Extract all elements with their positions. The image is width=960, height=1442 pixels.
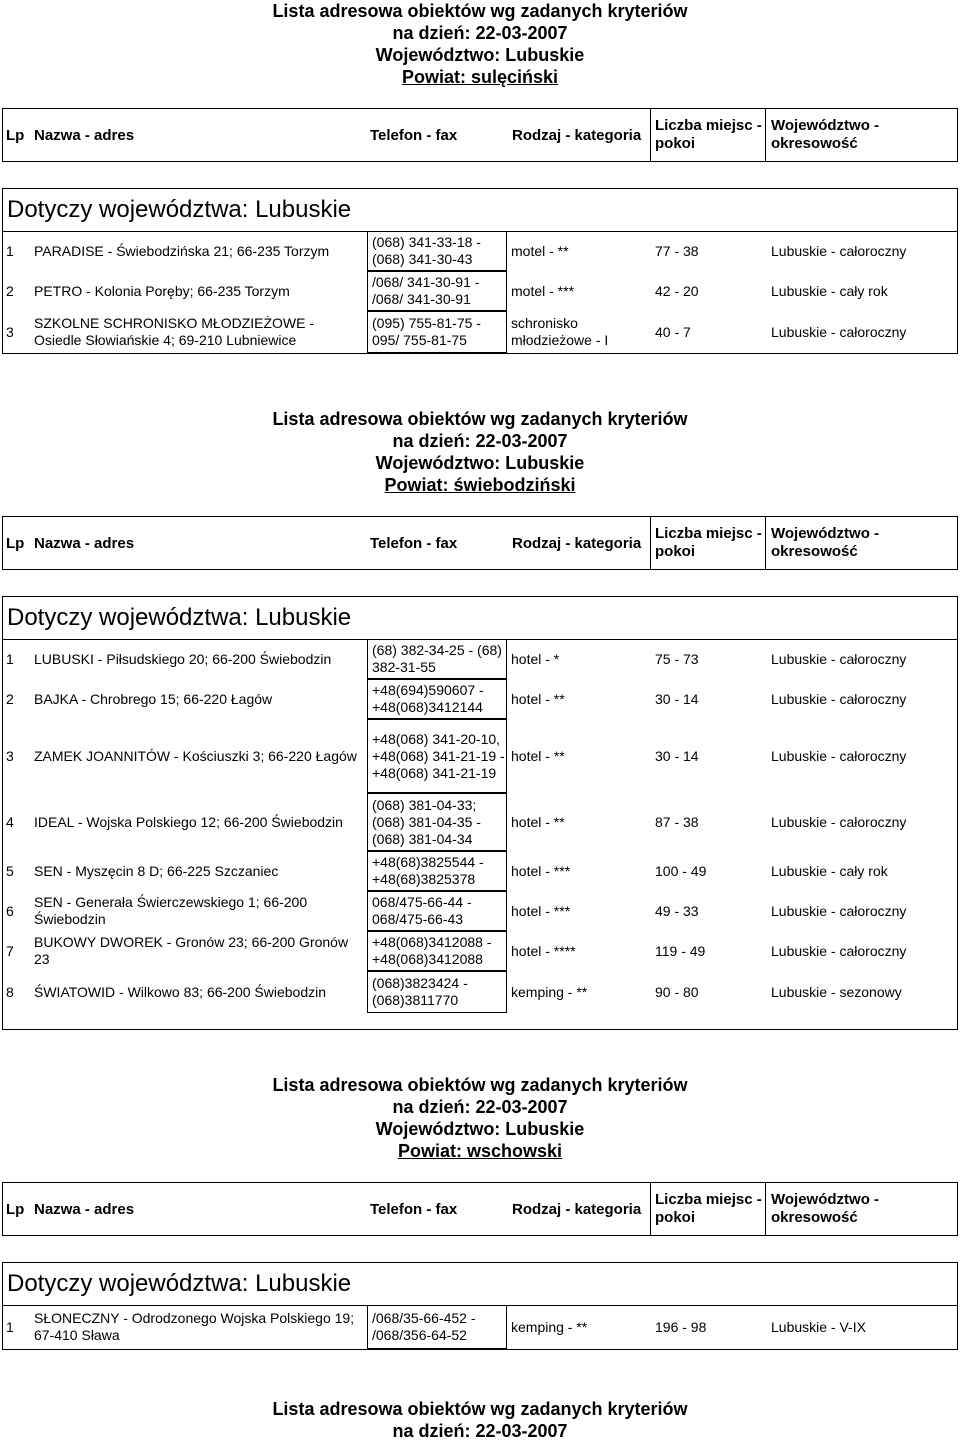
table-row	[3, 971, 957, 1013]
col-liczba-line1: Liczba miejsc -	[655, 1191, 762, 1208]
col-liczba-line2: pokoi	[655, 1209, 695, 1226]
col-woj-line2: okresowość	[771, 1209, 858, 1226]
report-date: na dzień: 22-03-2007	[392, 1421, 568, 1441]
col-rodz: Rodzaj - kategoria	[512, 534, 642, 552]
divider	[650, 109, 651, 161]
row-liczba: 90 - 80	[655, 983, 699, 1000]
report-title-block	[0, 0, 960, 88]
col-lp: Lp	[6, 126, 25, 144]
col-woj-line2: okresowość	[771, 543, 858, 560]
row-rodz: hotel - ***	[511, 862, 571, 879]
row-liczba: 30 - 14	[655, 690, 699, 707]
row-tel: +48(068)3412088 - +48(068)3412088	[367, 931, 507, 971]
row-rodz: hotel - ***	[511, 902, 571, 919]
row-woj: Lubuskie - całoroczny	[771, 942, 907, 959]
table-header	[2, 1182, 958, 1236]
report-title: Lista adresowa obiektów wg zadanych kryteriów	[272, 409, 688, 429]
table-row	[3, 231, 957, 271]
row-liczba: 196 - 98	[655, 1318, 707, 1335]
table-row	[3, 271, 957, 311]
row-woj: Lubuskie - całoroczny	[771, 902, 907, 919]
group-block	[2, 596, 958, 1030]
table-row	[3, 719, 957, 793]
col-liczba	[655, 1183, 762, 1235]
col-liczba-line1: Liczba miejsc -	[655, 117, 762, 134]
row-rodz: hotel - **	[511, 813, 565, 830]
report-voivodeship: Województwo: Lubuskie	[375, 453, 585, 473]
row-name: PARADISE - Świebodzińska 21; 66-235 Torzym	[34, 242, 330, 259]
row-woj: Lubuskie - całoroczny	[771, 690, 907, 707]
col-name: Nazwa - adres	[34, 534, 135, 552]
col-liczba-line2: pokoi	[655, 543, 695, 560]
col-rodz: Rodzaj - kategoria	[512, 126, 642, 144]
table-row	[3, 793, 957, 851]
row-woj: Lubuskie - całoroczny	[771, 650, 907, 667]
row-liczba: 30 - 14	[655, 747, 699, 764]
col-tel: Telefon - fax	[370, 126, 458, 144]
table-row	[3, 679, 957, 719]
divider	[765, 1183, 766, 1235]
row-woj: Lubuskie - sezonowy	[771, 983, 902, 1000]
group-title: Dotyczy województwa: Lubuskie	[3, 189, 957, 232]
group-block	[2, 1262, 958, 1350]
report-voivodeship: Województwo: Lubuskie	[375, 1119, 585, 1139]
report-date: na dzień: 22-03-2007	[392, 431, 568, 451]
row-liczba: 77 - 38	[655, 242, 699, 259]
divider	[765, 517, 766, 569]
group-title: Dotyczy województwa: Lubuskie	[3, 597, 957, 640]
divider	[650, 517, 651, 569]
row-tel: (095) 755-81-75 - 095/ 755-81-75	[367, 311, 507, 353]
row-tel: 068/475-66-44 - 068/475-66-43	[367, 891, 507, 931]
col-liczba	[655, 517, 762, 569]
col-liczba-line1: Liczba miejsc -	[655, 525, 762, 542]
row-tel: +48(68)3825544 - +48(68)3825378	[367, 851, 507, 891]
table-row	[3, 311, 957, 353]
row-lp: 2	[6, 690, 14, 707]
report-title: Lista adresowa obiektów wg zadanych kryteriów	[272, 1399, 688, 1419]
report-title-block	[0, 1398, 960, 1442]
row-name: ZAMEK JOANNITÓW - Kościuszki 3; 66-220 Łagów	[34, 747, 357, 764]
divider	[650, 1183, 651, 1235]
row-liczba: 40 - 7	[655, 323, 691, 340]
col-woj-line1: Województwo -	[771, 525, 880, 542]
table-row	[3, 1305, 957, 1349]
row-lp: 1	[6, 1318, 14, 1335]
table-row	[3, 639, 957, 679]
row-rodz: hotel - **	[511, 690, 565, 707]
row-woj: Lubuskie - całoroczny	[771, 242, 907, 259]
row-lp: 1	[6, 242, 14, 259]
report-title-block	[0, 1074, 960, 1162]
row-lp: 2	[6, 282, 14, 299]
report-date: na dzień: 22-03-2007	[392, 23, 568, 43]
row-liczba: 75 - 73	[655, 650, 699, 667]
report-powiat: Powiat: sulęciński	[401, 67, 559, 87]
row-lp: 5	[6, 862, 14, 879]
report-voivodeship: Województwo: Lubuskie	[375, 45, 585, 65]
row-rodz: kemping - **	[511, 983, 588, 1000]
row-lp: 1	[6, 650, 14, 667]
col-woj	[771, 517, 879, 569]
report-powiat: Powiat: wschowski	[397, 1141, 563, 1161]
row-tel: /068/ 341-30-91 - /068/ 341-30-91	[367, 271, 507, 311]
row-tel: +48(068) 341-20-10, +48(068) 341-21-19 - +48(068) 341-21-19	[367, 719, 507, 793]
row-lp: 7	[6, 942, 14, 959]
divider	[765, 109, 766, 161]
row-rodz: schronisko młodzieżowe - I	[511, 315, 609, 348]
col-woj-line2: okresowość	[771, 135, 858, 152]
report-title: Lista adresowa obiektów wg zadanych kryteriów	[272, 1075, 688, 1095]
row-name: PETRO - Kolonia Poręby; 66-235 Torzym	[34, 282, 290, 299]
row-lp: 3	[6, 323, 14, 340]
col-woj	[771, 1183, 879, 1235]
row-liczba: 100 - 49	[655, 862, 707, 879]
row-woj: Lubuskie - cały rok	[771, 282, 888, 299]
row-woj: Lubuskie - całoroczny	[771, 813, 907, 830]
table-row	[3, 851, 957, 891]
row-tel: /068/35-66-452 - /068/356-64-52	[367, 1305, 507, 1349]
row-lp: 6	[6, 902, 14, 919]
report-title: Lista adresowa obiektów wg zadanych kryteriów	[272, 1, 688, 21]
row-rodz: hotel - **	[511, 747, 565, 764]
row-liczba: 87 - 38	[655, 813, 699, 830]
row-rodz: hotel - *	[511, 650, 560, 667]
row-name: ŚWIATOWID - Wilkowo 83; 66-200 Świebodzin	[34, 983, 327, 1000]
row-name: BAJKA - Chrobrego 15; 66-220 Łagów	[34, 690, 273, 707]
table-row	[3, 931, 957, 971]
col-woj-line1: Województwo -	[771, 1191, 880, 1208]
col-liczba-line2: pokoi	[655, 135, 695, 152]
col-lp: Lp	[6, 1200, 25, 1218]
row-liczba: 49 - 33	[655, 902, 699, 919]
col-name: Nazwa - adres	[34, 1200, 135, 1218]
row-woj: Lubuskie - cały rok	[771, 862, 888, 879]
row-woj: Lubuskie - całoroczny	[771, 323, 907, 340]
row-name: SZKOLNE SCHRONISKO MŁODZIEŻOWE - Osiedle Słowiańskie 4; 69-210 Lubniewice	[34, 315, 315, 348]
row-tel: +48(694)590607 - +48(068)3412144	[367, 679, 507, 719]
table-header	[2, 108, 958, 162]
row-name: SŁONECZNY - Odrodzonego Wojska Polskiego 19; 67-410 Sława	[34, 1310, 355, 1343]
row-name: LUBUSKI - Piłsudskiego 20; 66-200 Świebodzin	[34, 650, 332, 667]
col-lp: Lp	[6, 534, 25, 552]
col-liczba	[655, 109, 762, 161]
row-rodz: kemping - **	[511, 1318, 588, 1335]
row-lp: 4	[6, 813, 14, 830]
row-name: IDEAL - Wojska Polskiego 12; 66-200 Świebodzin	[34, 813, 343, 830]
col-tel: Telefon - fax	[370, 1200, 458, 1218]
row-name: SEN - Generała Świerczewskiego 1; 66-200 Świebodzin	[34, 894, 308, 927]
col-rodz: Rodzaj - kategoria	[512, 1200, 642, 1218]
row-liczba: 119 - 49	[655, 942, 706, 959]
row-tel: (68) 382-34-25 - (68) 382-31-55	[367, 639, 507, 679]
row-name: BUKOWY DWOREK - Gronów 23; 66-200 Gronów 23	[34, 934, 349, 967]
row-woj: Lubuskie - V-IX	[771, 1318, 866, 1335]
row-tel: (068)3823424 - (068)3811770	[367, 971, 507, 1013]
row-tel: (068) 381-04-33; (068) 381-04-35 - (068) 381-04-34	[367, 793, 507, 851]
row-liczba: 42 - 20	[655, 282, 699, 299]
row-rodz: motel - ***	[511, 282, 575, 299]
group-title: Dotyczy województwa: Lubuskie	[3, 1263, 957, 1306]
col-woj-line1: Województwo -	[771, 117, 880, 134]
row-lp: 3	[6, 747, 14, 764]
group-block	[2, 188, 958, 354]
row-name: SEN - Myszęcin 8 D; 66-225 Szczaniec	[34, 862, 279, 879]
table-header	[2, 516, 958, 570]
col-tel: Telefon - fax	[370, 534, 458, 552]
row-rodz: motel - **	[511, 242, 569, 259]
report-title-block	[0, 408, 960, 496]
row-tel: (068) 341-33-18 - (068) 341-30-43	[367, 231, 507, 271]
row-lp: 8	[6, 983, 14, 1000]
report-date: na dzień: 22-03-2007	[392, 1097, 568, 1117]
row-rodz: hotel - ****	[511, 942, 576, 959]
col-name: Nazwa - adres	[34, 126, 135, 144]
row-woj: Lubuskie - całoroczny	[771, 747, 907, 764]
table-row	[3, 891, 957, 931]
col-woj	[771, 109, 879, 161]
report-powiat: Powiat: świebodziński	[384, 475, 576, 495]
